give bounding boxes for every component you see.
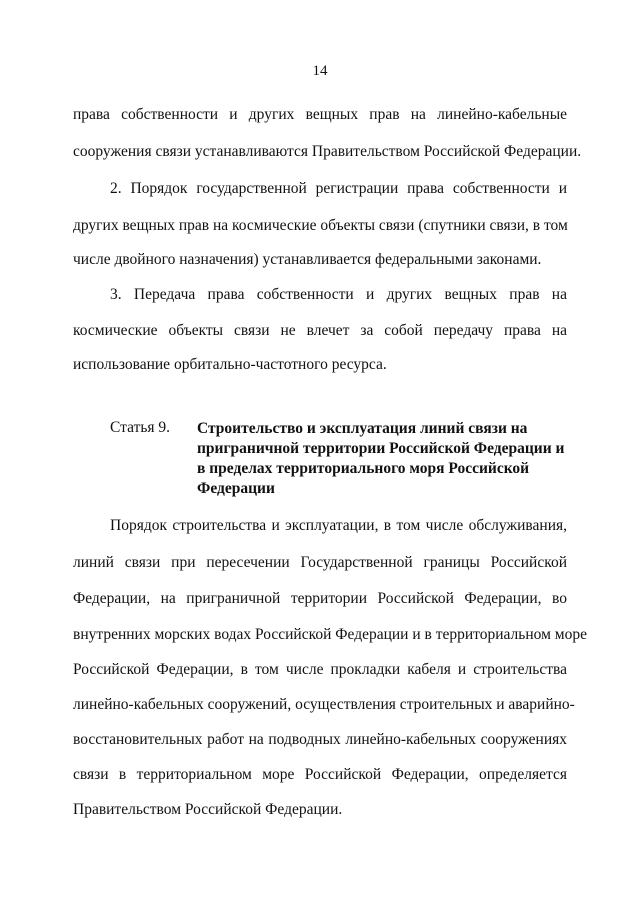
text-line: права собственности и других вещных прав на линейно-кабельные [73, 106, 567, 123]
text-line: других вещных прав на космические объекты связи (спутники связи, в том [73, 217, 568, 234]
text-line: Федерации, на приграничной территории Российской Федерации, во [73, 590, 567, 607]
text-line: линейно-кабельных сооружений, осуществления строительных и аварийно- [73, 696, 575, 713]
text-line: космические объекты связи не влечет за собой передачу права на [73, 322, 567, 339]
text-line: Порядок строительства и эксплуатации, в том числе обслуживания, [110, 517, 567, 534]
text-line: внутренних морских водах Российской Федерации и в территориальном море [73, 626, 587, 643]
article-label: Статья 9. [110, 419, 171, 436]
text-line: использование орбитально-частотного ресурса. [73, 356, 387, 373]
text-line: 3. Передача права собственности и других вещных прав на [110, 286, 567, 303]
text-line: числе двойного назначения) устанавливается федеральными законами. [73, 251, 542, 268]
text-line: восстановительных работ на подводных линейно-кабельных сооружениях [73, 731, 567, 748]
page-number: 14 [312, 63, 328, 79]
article-title: Строительство и эксплуатация линий связи на приграничной территории Российской Федерации и в пределах территориального моря Российской Федерации [197, 420, 565, 497]
text-line: сооружения связи устанавливаются Правительством Российской Федерации. [73, 143, 582, 160]
text-line: Российской Федерации, в том числе прокладки кабеля и строительства [73, 661, 567, 678]
text-line: 2. Порядок государственной регистрации права собственности и [110, 180, 567, 197]
text-line: Правительством Российской Федерации. [73, 801, 343, 818]
text-line: связи в территориальном море Российской Федерации, определяется [73, 766, 567, 783]
text-line: линий связи при пересечении Государственной границы Российской [73, 554, 567, 571]
